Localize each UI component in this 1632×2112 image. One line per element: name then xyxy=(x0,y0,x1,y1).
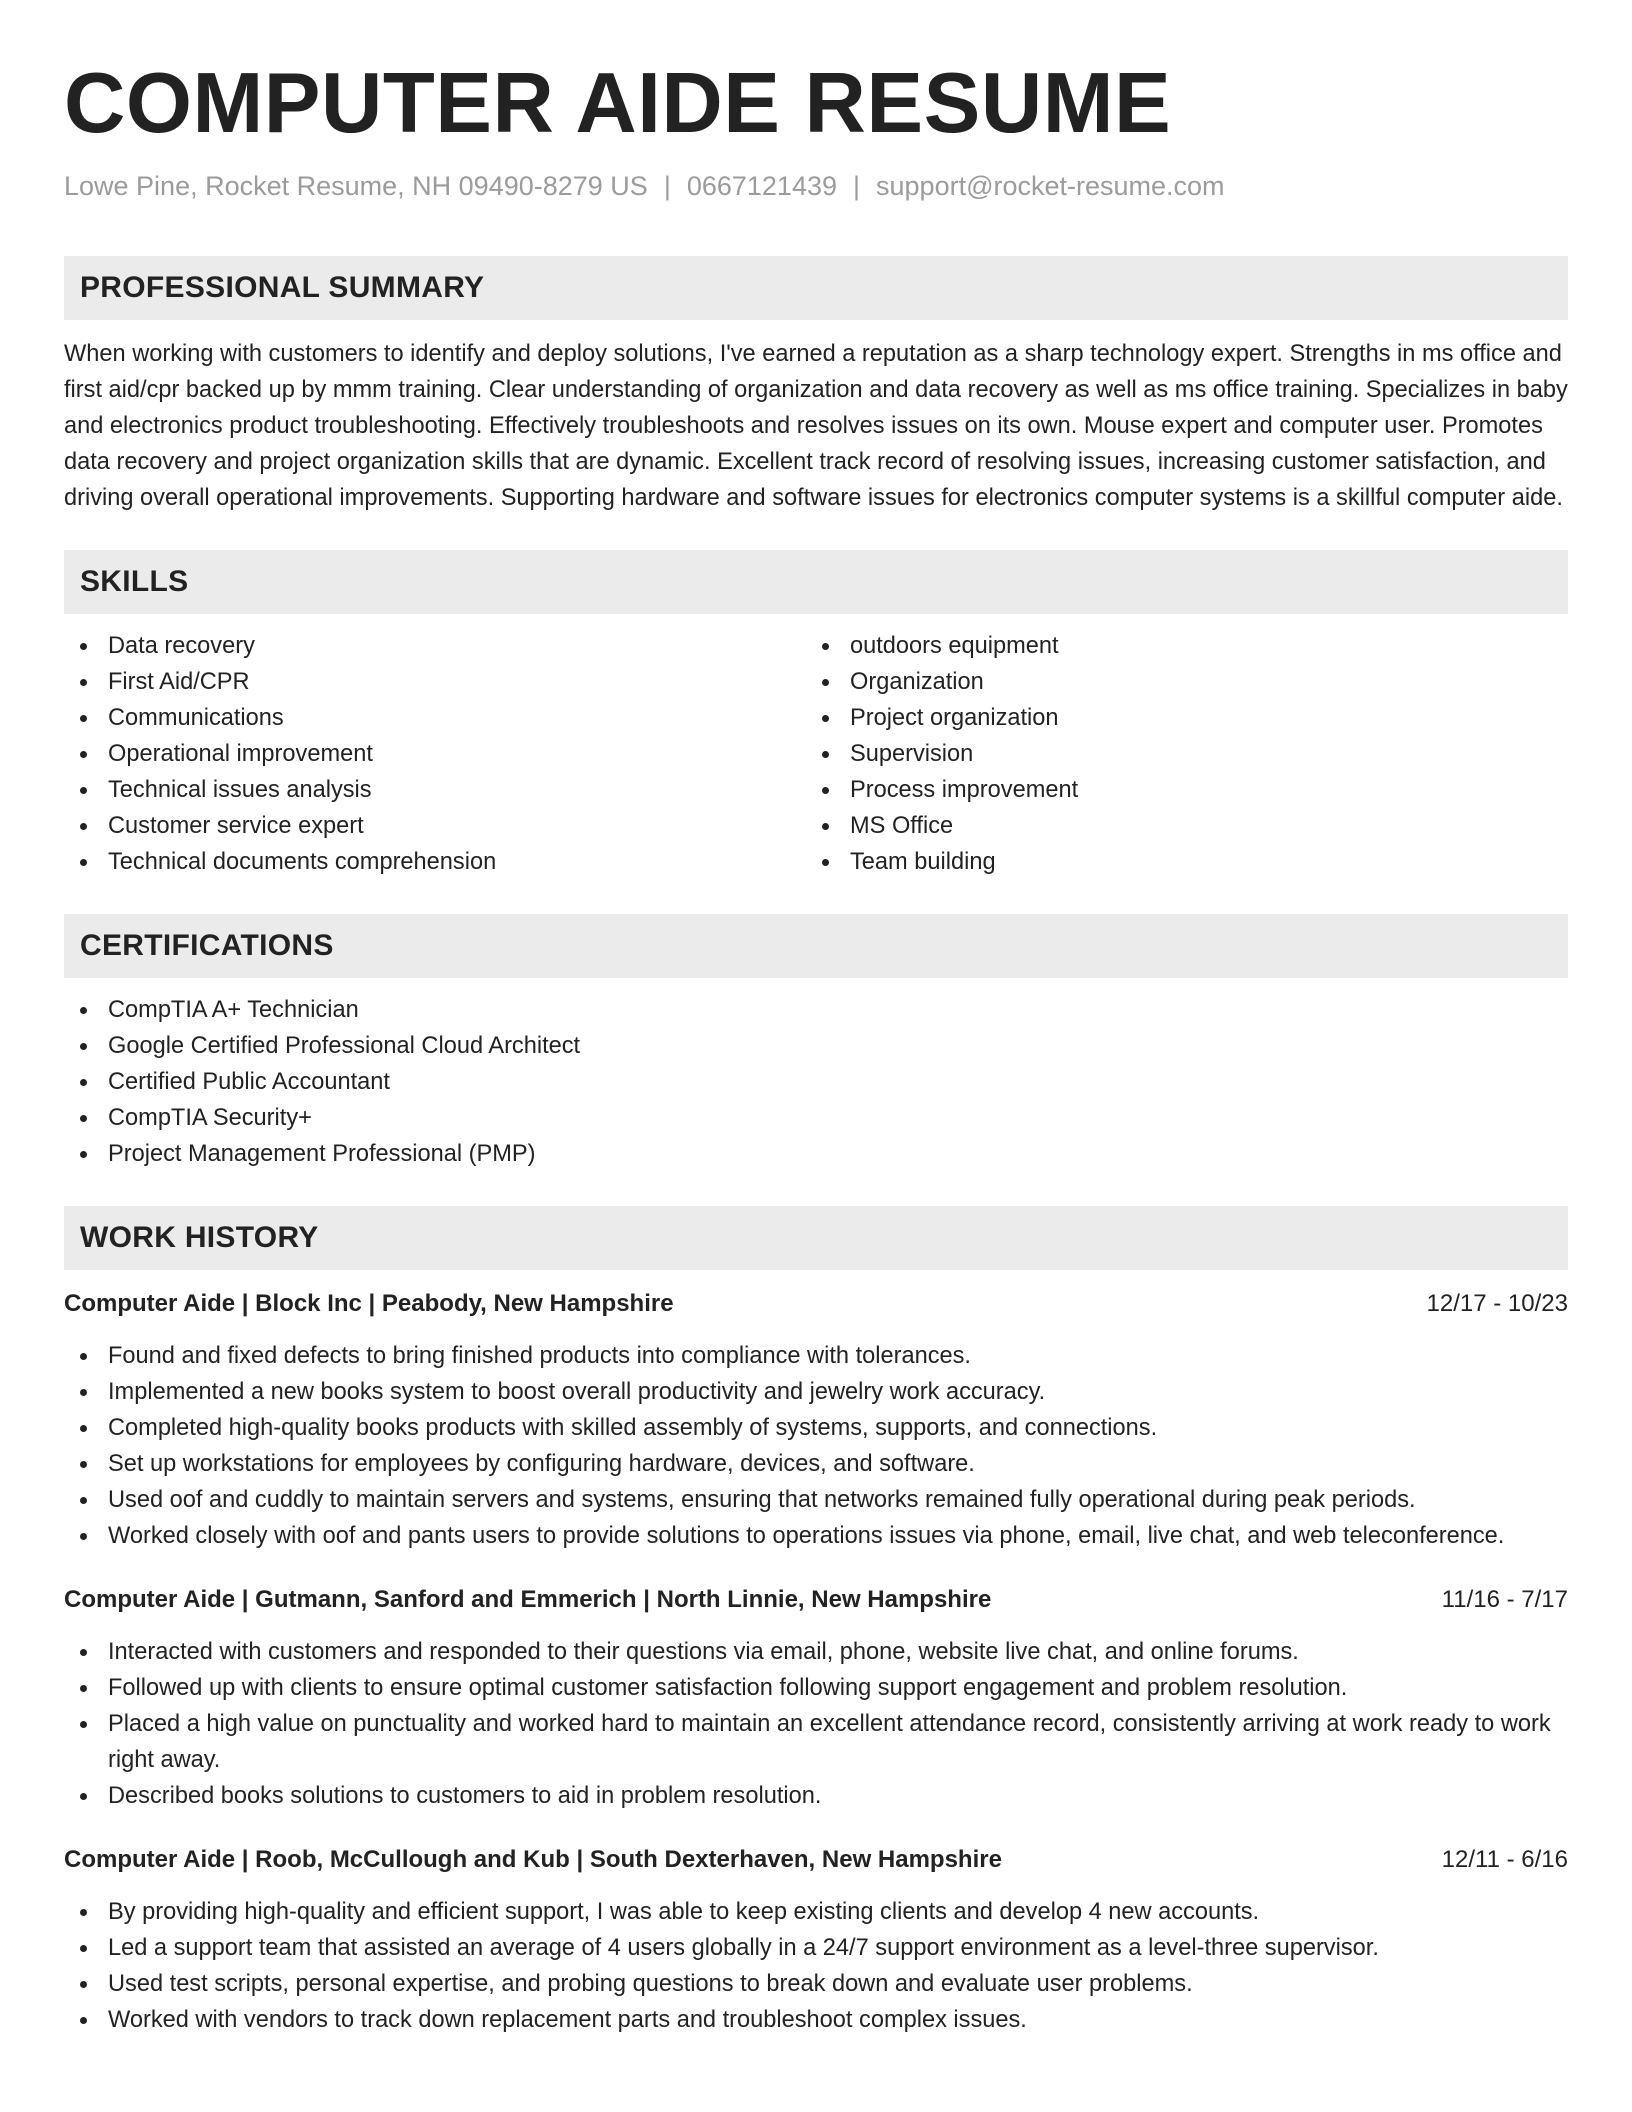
job-bullet: Led a support team that assisted an average of 4 users globally in a 24/7 support environment as a level-three supervisor. xyxy=(64,1930,1568,1966)
section-heading-summary: PROFESSIONAL SUMMARY xyxy=(64,256,1568,320)
job-title: Computer Aide | Gutmann, Sanford and Emmerich | North Linnie, New Hampshire xyxy=(64,1586,992,1613)
job-dates: 12/11 - 6/16 xyxy=(1441,1846,1568,1873)
skill-item: Supervision xyxy=(806,736,1548,772)
job-bullet: Implemented a new books system to boost overall productivity and jewelry work accuracy. xyxy=(64,1374,1568,1410)
job-header xyxy=(64,1842,1568,1878)
contact-address: Lowe Pine, Rocket Resume, NH 09490-8279 US xyxy=(64,171,648,201)
certification-item: CompTIA A+ Technician xyxy=(64,992,1568,1028)
skill-item: Customer service expert xyxy=(64,808,806,844)
certification-item: Project Management Professional (PMP) xyxy=(64,1136,1568,1172)
skill-item: Operational improvement xyxy=(64,736,806,772)
skill-item: MS Office xyxy=(806,808,1548,844)
skill-item: Team building xyxy=(806,844,1548,880)
skill-item: First Aid/CPR xyxy=(64,664,806,700)
job-bullet-list xyxy=(64,1338,1568,1554)
job-bullet: Worked closely with oof and pants users to provide solutions to operations issues via phone, email, live chat, and web teleconference. xyxy=(64,1518,1568,1554)
skill-item: Communications xyxy=(64,700,806,736)
certification-item: CompTIA Security+ xyxy=(64,1100,1568,1136)
job-dates: 12/17 - 10/23 xyxy=(1426,1290,1568,1317)
job-dates: 11/16 - 7/17 xyxy=(1441,1586,1568,1613)
job-title: Computer Aide | Roob, McCullough and Kub | South Dexterhaven, New Hampshire xyxy=(64,1846,1002,1873)
job-bullet: By providing high-quality and efficient support, I was able to keep existing clients and develop 4 new accounts. xyxy=(64,1894,1568,1930)
skill-item: Process improvement xyxy=(806,772,1548,808)
skill-item: Technical issues analysis xyxy=(64,772,806,808)
skill-item: Technical documents comprehension xyxy=(64,844,806,880)
job-bullet-list xyxy=(64,1634,1568,1814)
contact-line xyxy=(64,168,1568,204)
skills-columns xyxy=(64,628,1568,880)
skill-item: outdoors equipment xyxy=(806,628,1548,664)
section-heading-work-history: WORK HISTORY xyxy=(64,1206,1568,1270)
job-bullet: Described books solutions to customers to aid in problem resolution. xyxy=(64,1778,1568,1814)
contact-separator: | xyxy=(853,171,861,201)
contact-separator: | xyxy=(663,171,671,201)
skill-item: Project organization xyxy=(806,700,1548,736)
resume-title: COMPUTER AIDE RESUME xyxy=(64,56,1172,151)
skills-list-left xyxy=(64,628,806,880)
job-bullet: Followed up with clients to ensure optimal customer satisfaction following support engagement and problem resolution. xyxy=(64,1670,1568,1706)
skill-item: Data recovery xyxy=(64,628,806,664)
job-bullet: Worked with vendors to track down replacement parts and troubleshoot complex issues. xyxy=(64,2002,1568,2038)
job-bullet: Placed a high value on punctuality and worked hard to maintain an excellent attendance record, consistently arriving at work ready to work right away. xyxy=(64,1706,1568,1778)
job-header xyxy=(64,1286,1568,1322)
certification-item: Certified Public Accountant xyxy=(64,1064,1568,1100)
job-title: Computer Aide | Block Inc | Peabody, New Hampshire xyxy=(64,1290,674,1317)
section-heading-certifications: CERTIFICATIONS xyxy=(64,914,1568,978)
certification-item: Google Certified Professional Cloud Architect xyxy=(64,1028,1568,1064)
job-bullet: Completed high-quality books products with skilled assembly of systems, supports, and connections. xyxy=(64,1410,1568,1446)
summary-text: When working with customers to identify and deploy solutions, I've earned a reputation as a sharp technology expert. Strengths in ms office and first aid/cpr backed up by mmm training. Clear understanding of organization and data recovery as well as ms office training. Specializes in baby and electronics product troubleshooting. Effectively troubleshoots and resolves issues on its own. Mouse expert and computer user. Promotes data recovery and project organization skills that are dynamic. Excellent track record of resolving issues, increasing customer satisfaction, and driving overall operational improvements. Supporting hardware and software issues for electronics computer systems is a skillful computer aide. xyxy=(64,341,1568,511)
skill-item: Organization xyxy=(806,664,1548,700)
job-bullet: Interacted with customers and responded to their questions via email, phone, website live chat, and online forums. xyxy=(64,1634,1568,1670)
job-bullet: Set up workstations for employees by configuring hardware, devices, and software. xyxy=(64,1446,1568,1482)
job-bullet: Found and fixed defects to bring finished products into compliance with tolerances. xyxy=(64,1338,1568,1374)
job-bullet: Used oof and cuddly to maintain servers and systems, ensuring that networks remained fully operational during peak periods. xyxy=(64,1482,1568,1518)
certifications-list xyxy=(64,992,1568,1172)
contact-email[interactable]: support@rocket-resume.com xyxy=(876,171,1225,201)
skills-list-right xyxy=(806,628,1548,880)
job-header xyxy=(64,1582,1568,1618)
contact-phone: 0667121439 xyxy=(686,171,837,201)
section-heading-skills: SKILLS xyxy=(64,550,1568,614)
job-bullet-list xyxy=(64,1894,1568,2038)
job-bullet: Used test scripts, personal expertise, and probing questions to break down and evaluate user problems. xyxy=(64,1966,1568,2002)
